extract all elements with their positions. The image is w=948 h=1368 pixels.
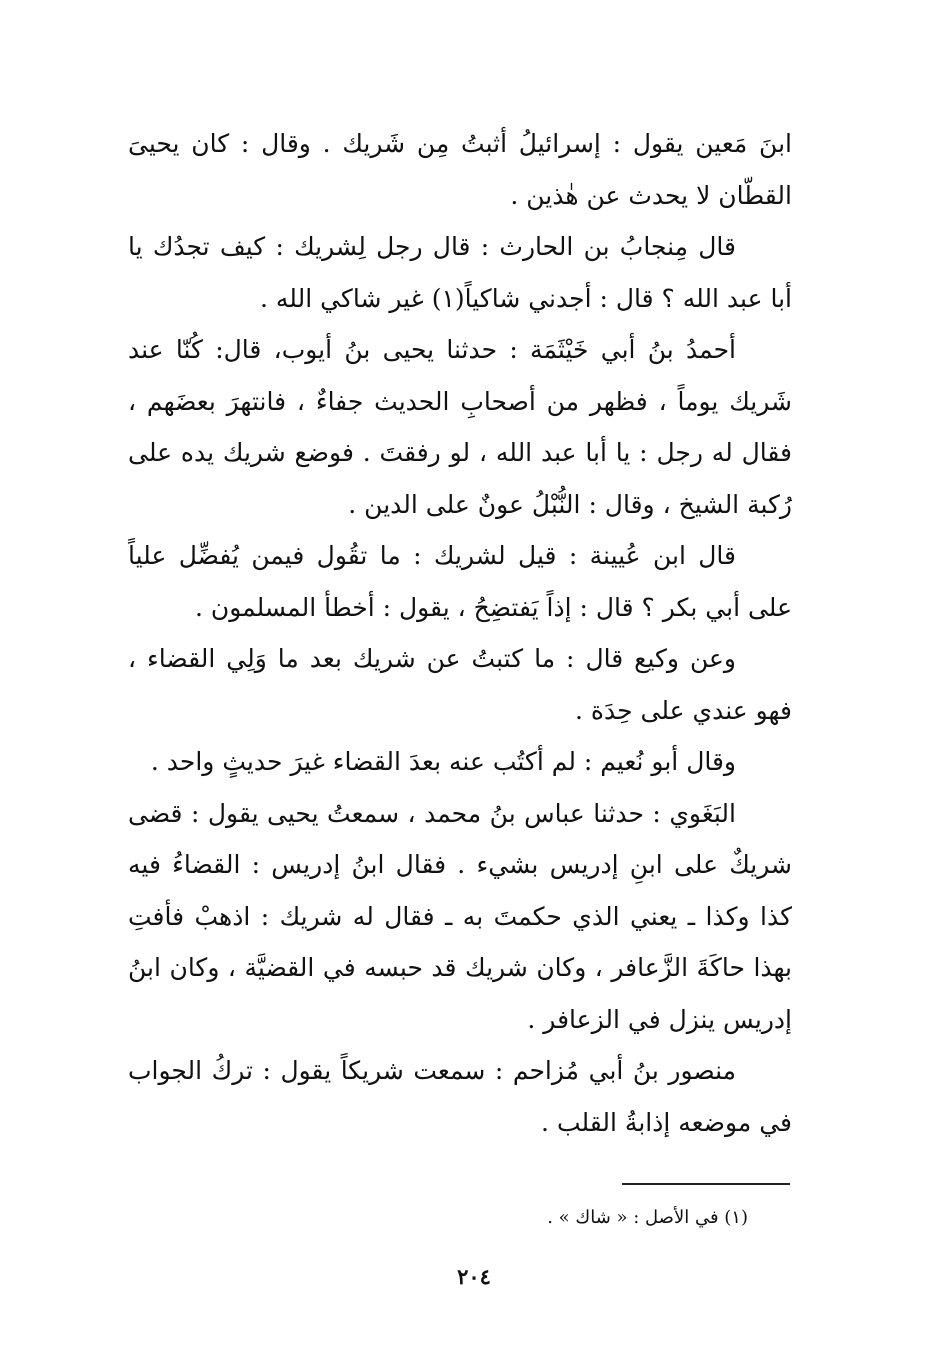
paragraph-8: منصور بنُ أبي مُزاحم : سمعت شريكاً يقول : تركُ الجواب في موضعه إذابةُ القلب .: [128, 1056, 792, 1137]
footnote-divider: [622, 1183, 790, 1185]
paragraph-4: قال ابن عُيينة : قيل لشريك : ما تقُول فيمن يُفضِّل علياً على أبي بكر ؟ قال : إذاً يَفتضِحُ ، يقول : أخطأ المسلمون .: [128, 541, 792, 622]
paragraph-7: البَغَوي : حدثنا عباس بنُ محمد ، سمعتُ يحيى يقول : قضى شريكٌ على ابنِ إدريس بشيء . فقال ابنُ إدريس : القضاءُ فيه كذا وكذا ـ يعني الذي حكمتَ به ـ فقال له شريك : اذهبْ فأفتِ بهذا حاكَةَ الزَّعافر ، وكان شريك قد حبسه في القضيَّة ، وكان ابنُ إدريس ينزل في الزعافر .: [128, 798, 792, 1034]
page-number: ٢٠٤: [457, 1264, 491, 1289]
paragraph-6: وقال أبو نُعيم : لم أكتُب عنه بعدَ القضاء غيرَ حديثٍ واحد .: [150, 747, 736, 776]
paragraph-1: ابنَ مَعين يقول : إسرائيلُ أثبتُ مِن شَريك . وقال : كان يحيىَ القطّان لا يحدث عن هٰذين .: [128, 129, 792, 210]
footnote: (١) في الأصل : « شاك » .: [547, 1207, 748, 1228]
paragraph-3: أحمدُ بنُ أبي خَيْثَمَة : حدثنا يحيى بنُ أيوب، قال: كُنّا عند شَريك يوماً ، فظهر من أصحابِ الحديث جفاءٌ ، فانتهرَ بعضَهم ، فقال له رجل : يا أبا عبد الله ، لو رفقتَ . فوضع شريك يده على رُكبة الشيخ ، وقال : النُّبْلُ عونٌ على الدين .: [128, 335, 792, 519]
main-text: [128, 118, 792, 1148]
paragraph-2: قال مِنجابُ بن الحارث : قال رجل لِشريك : كيف تجدُك يا أبا عبد الله ؟ قال : أجدني شاكياً(١) غير شاكي الله .: [128, 232, 792, 313]
paragraph-5: وعن وكيع قال : ما كتبتُ عن شريك بعد ما وَلِي القضاء ، فهو عندي على حِدَة .: [128, 644, 792, 725]
